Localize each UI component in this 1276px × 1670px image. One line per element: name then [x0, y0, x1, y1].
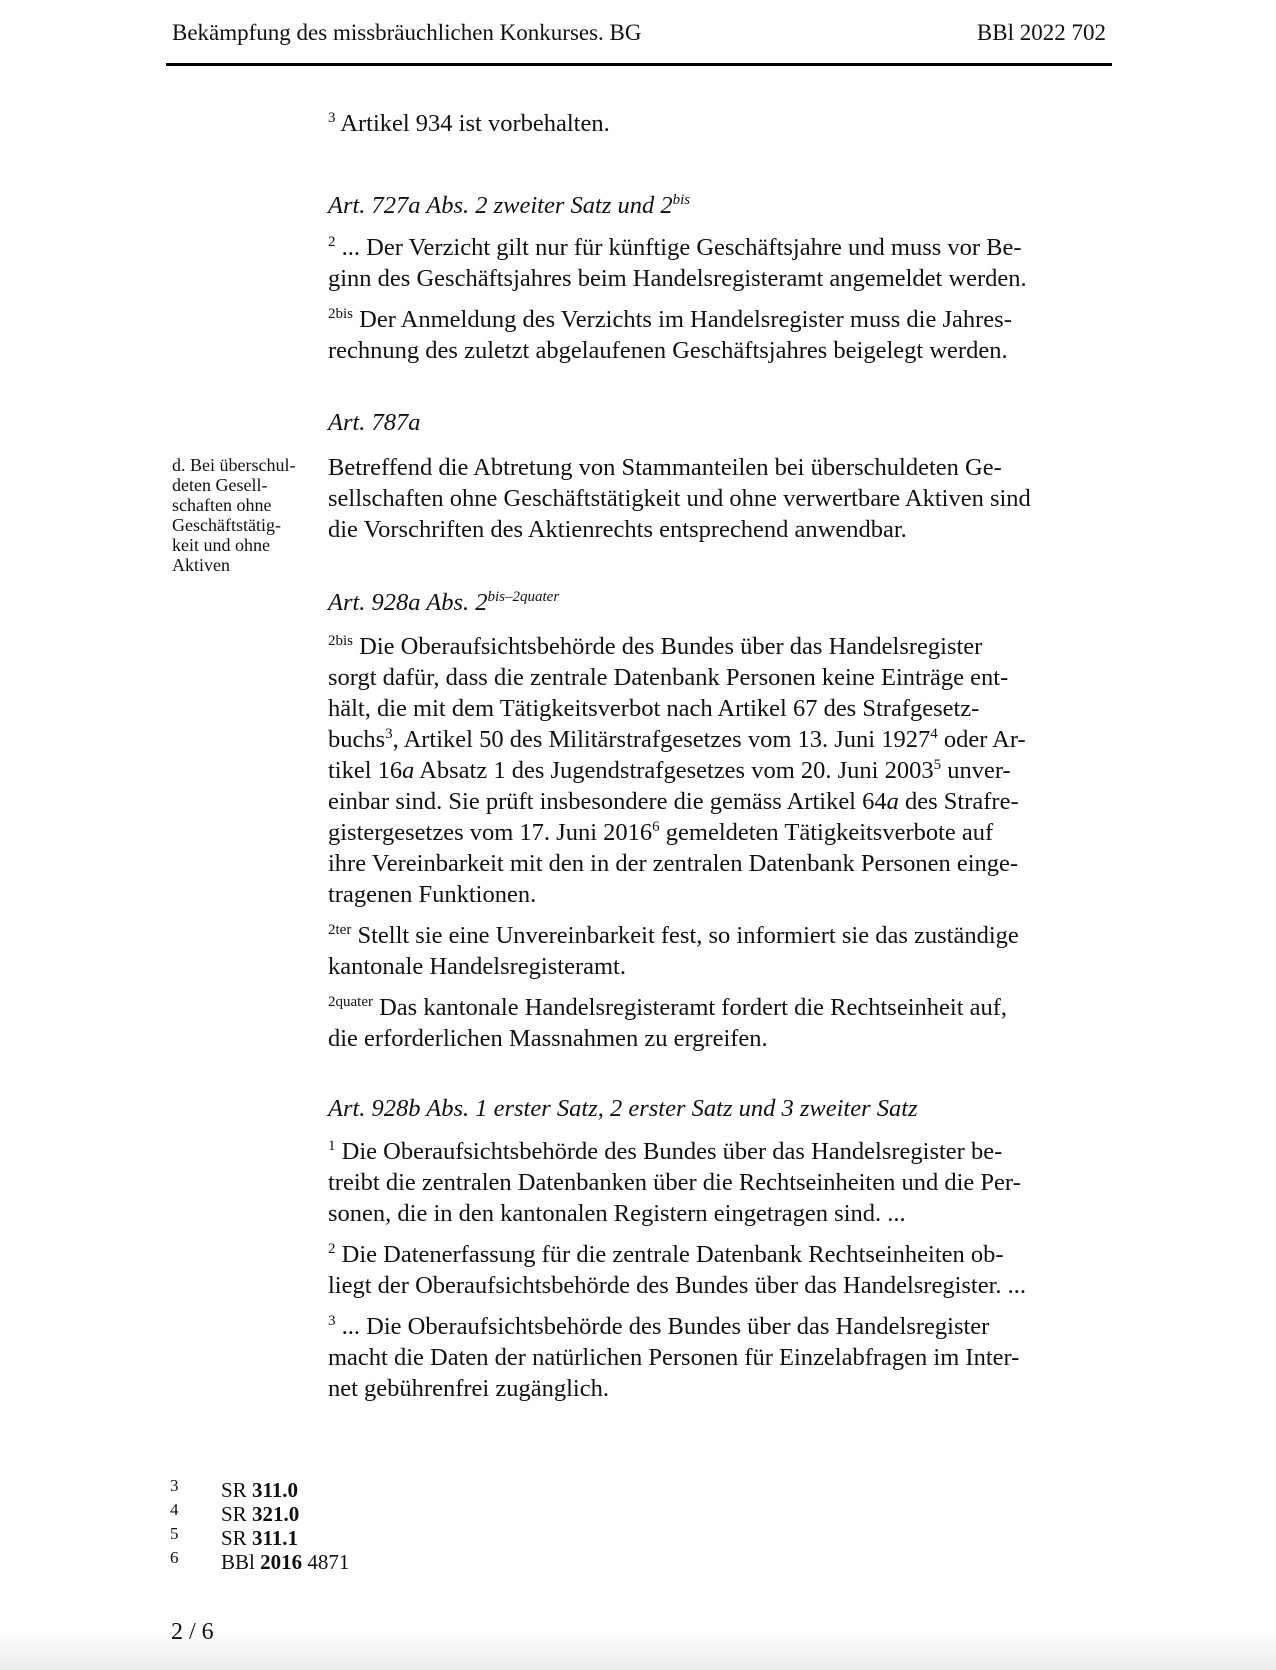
paragraph-number: 3 [328, 110, 336, 126]
footnote-ref[interactable]: 5 [933, 757, 942, 773]
paragraph-3-intro [328, 108, 1108, 139]
article-heading: Art. 727a Abs. 2 zweiter Satz und $2^{bis}$ [328, 192, 691, 219]
paragraph-2quater: $^{2quater}$ Das kantonale Handelsregisteramt fordert die Rechtseinheit auf, die erforderlichen Massnahmen zu ergreifen. [328, 994, 1008, 1052]
paragraph-2: $^2$ Die Datenerfassung für die zentrale Datenbank Rechtseinheiten ob- liegt der Oberaufsichtsbehörde des Bundes über das Handelsregister. ... [328, 1241, 1027, 1299]
paragraph-2: $^2$ ... Der Verzicht gilt nur für künftige Geschäftsjahre und muss vor Be- ginn des Geschäftsjahres beim Handelsregisteramt angemeldet werden. [328, 234, 1027, 292]
article-heading: Art. 787a [328, 409, 421, 436]
paragraph-2bis: $^{2bis}$ Der Anmeldung des Verzichts im Handelsregister muss die Jahres- rechnung des zuletzt abgelaufenen Geschäftsjahres beigelegt werden. [328, 306, 1012, 364]
footnote-ref[interactable]: 3 [385, 726, 393, 742]
article-928a [328, 587, 1108, 1054]
article-928b [328, 1093, 1108, 1404]
article-heading: Art. 928a Abs. $2^{bis-2quater}$ [328, 589, 560, 616]
article-727a [328, 190, 1108, 366]
paragraph: Betreffend die Abtretung von Stammanteilen bei überschuldeten Ge- sellschaften ohne Geschäftstätigkeit und ohne verwertbare Aktiven sind die Vorschriften des Aktienrechts entsprechend anwendbar. [328, 454, 1031, 543]
publication-reference: BBl 2022 702 [976, 20, 1106, 45]
paragraph-2bis: $^{2bis}$ Die Oberaufsichtsbehörde des Bundes über das Handelsregister sorgt dafür, dass die zentrale Datenbank Personen keine Einträge ent- hält, die mit dem Tätigkeitsverbot nach Artikel 67 des Strafgesetz- buchs$^3$, Artikel 50 des Militärstrafgesetzes vom 13. Juni 1927$^4$ oder Ar- tikel 16a Absatz 1 des Jugendstrafgesetzes vom 20. Juni 2003$^5$ unver- einbar sind. Sie prüft insbesondere die gemäss Artikel 64a des Strafre- gistergesetzes vom 17. Juni 2016$^6$ gemeldeten Tätigkeitsverbote auf ihre Vereinbarkeit mit den in der zentralen Datenbank Personen einge- tragenen Funktionen. [328, 633, 1026, 908]
paragraph-text: Artikel 934 ist vorbehalten. [340, 110, 610, 137]
article-heading: Art. 928b Abs. 1 erster Satz, 2 erster Satz und 3 zweiter Satz [328, 1095, 918, 1122]
footnote-ref[interactable]: 4 [930, 726, 938, 742]
article-787a [328, 407, 1108, 545]
document-title: Bekämpfung des missbräuchlichen Konkurses. BG [172, 20, 642, 45]
paragraph-2ter: $^{2ter}$ Stellt sie eine Unvereinbarkeit fest, so informiert sie das zuständige kantonale Handelsregisteramt. [328, 922, 1019, 980]
running-header [172, 20, 1106, 54]
paragraph-1: $^1$ Die Oberaufsichtsbehörde des Bundes über das Handelsregister be- treibt die zentralen Datenbanken über die Rechtseinheiten und die Per- sonen, die in den kantonalen Registern eingetragen sind. ... [328, 1138, 1021, 1227]
header-rule [166, 63, 1112, 66]
margin-note: d. Bei überschul- deten Gesell- schaften ohne Geschäftstätig- keit und ohne Aktiven [172, 455, 296, 575]
footnote-ref[interactable]: 6 [652, 819, 660, 835]
page-number: 2 / 6 [171, 1619, 214, 1645]
paragraph-3: $^3$ ... Die Oberaufsichtsbehörde des Bundes über das Handelsregister macht die Daten der natürlichen Personen für Einzelabfragen im Inter- net gebührenfrei zugänglich. [328, 1313, 1020, 1402]
